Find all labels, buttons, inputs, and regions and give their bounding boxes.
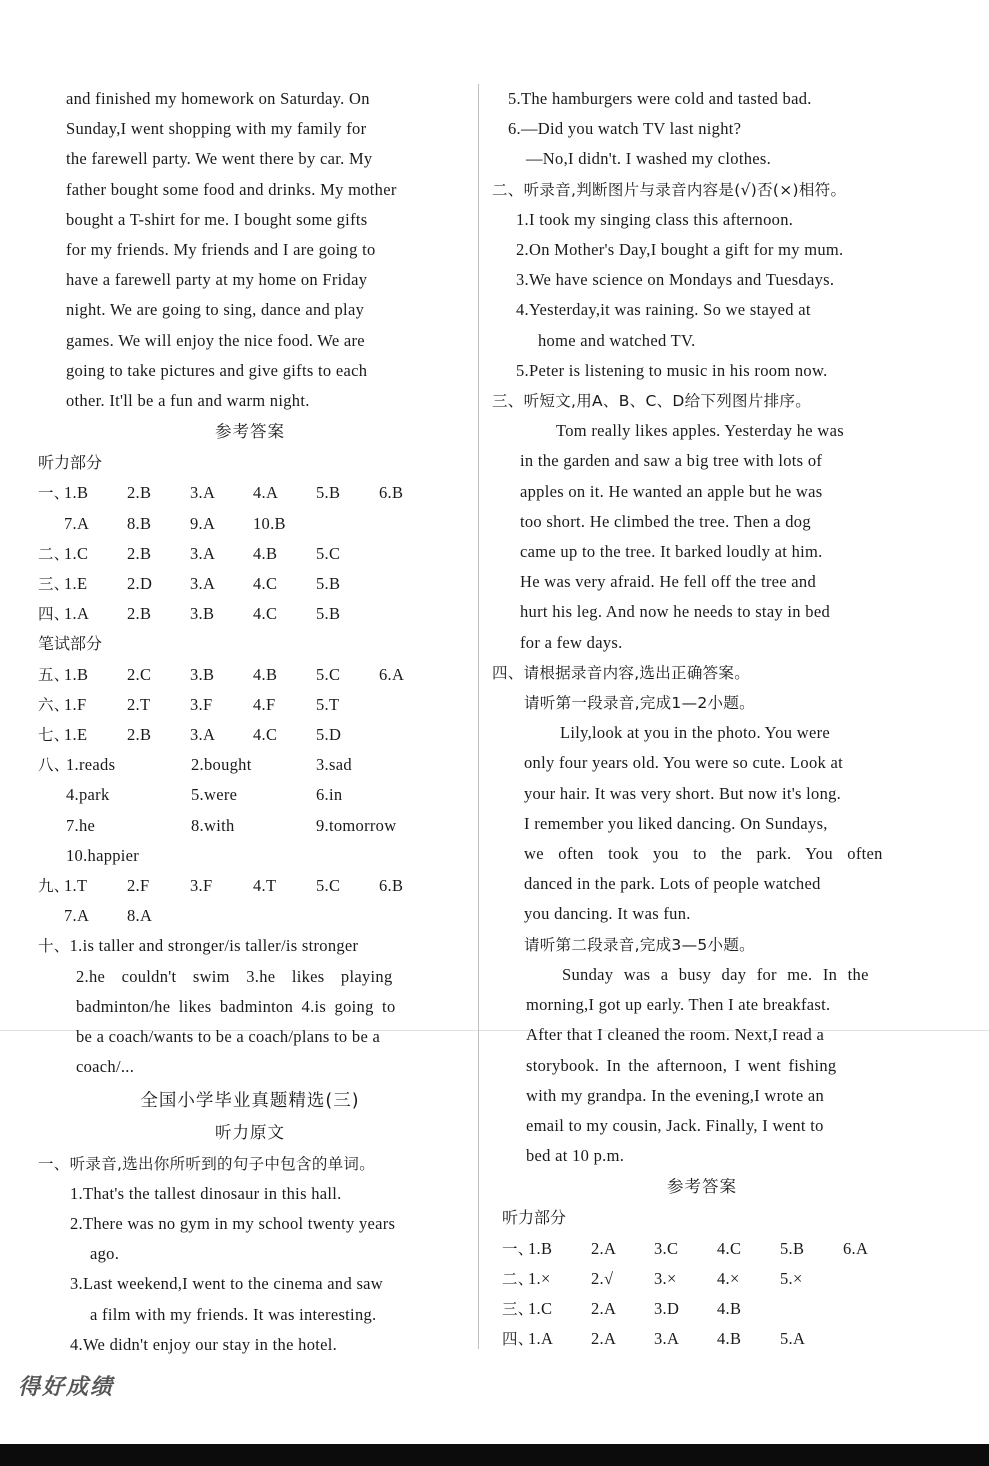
answer-item: 4.C [253,574,278,594]
answer-row [502,1294,912,1324]
section-10-answers [38,931,462,1082]
answer-line: 2.he couldn't swim 3.he likes playing [76,966,393,986]
passage-line: Sunday,I went shopping with my family for [66,119,367,139]
part2-heading: 二、听录音,判断图片与录音内容是(√)否(×)相符。 [492,180,847,199]
part2-item: 1.I took my singing class this afternoon. [516,209,794,229]
answer-item: 4.B [717,1298,742,1318]
answer-row [38,750,462,780]
passage-line: bought a T-shirt for me. I bought some gifts [66,209,368,229]
passage-line: apples on it. He wanted an apple but he was [520,481,823,501]
part1-item: —No,I didn't. I washed my clothes. [526,149,772,169]
passage-line: came up to the tree. It barked loudly at him. [520,542,823,562]
answer-item: 8.A [127,906,153,926]
answer-item: 4.A [253,483,279,503]
answer-item: 6.A [379,664,405,684]
part3-passage [492,416,912,658]
passage [38,84,462,416]
answer-item: 2.D [127,574,153,594]
answer-item: 3.A [190,483,216,503]
answer-item: 8.B [127,513,152,533]
section-prefix [38,780,66,810]
passage-line: Sunday was a busy day for me. In the [562,964,869,984]
section-9-answers [38,871,462,931]
answer-item: 1.× [528,1268,551,1288]
answer-row [38,509,462,539]
answer-row [38,901,462,931]
answer-row [38,690,462,720]
part2-item: home and watched TV. [538,330,696,350]
part4-heading: 四、请根据录音内容,选出正确答案。 [492,663,751,682]
answer-item: 4.T [253,876,277,896]
passage-line: danced in the park. Lots of people watched [524,874,821,894]
answer-item: 3.A [190,543,216,563]
answer-item: 5.C [316,876,341,896]
section-prefix: 七、 [38,726,70,745]
passage-line: games. We will enjoy the nice food. We are [66,330,365,350]
passage-line: Tom really likes apples. Yesterday he was [556,421,844,441]
answer-row [38,871,462,901]
exam-title: 全国小学毕业真题精选(三) [140,1090,360,1111]
listening-answers [492,1234,912,1355]
passage-line: hurt his leg. And now he needs to stay in bed [520,602,830,622]
listening-label: 听力部分 [502,1208,567,1228]
answer-item: 3.F [190,876,213,896]
answer-item: 5.A [780,1329,806,1349]
section-prefix [38,811,66,841]
answer-item: 4.B [717,1329,742,1349]
part4-intro-2: 请听第二段录音,完成3—5小题。 [524,935,755,954]
answer-item: 5.B [316,483,341,503]
part1-item: 4.We didn't enjoy our stay in the hotel. [70,1334,338,1354]
answer-row [38,660,462,690]
answer-item: 3.× [654,1268,677,1288]
passage-line: for a few days. [520,632,623,652]
part3-heading: 三、听短文,用A、B、C、D给下列图片排序。 [492,392,812,411]
passage-line: the farewell party. We went there by car. My [66,149,373,169]
listening-text-title: 听力原文 [215,1122,285,1142]
answer-item: 5.B [316,604,341,624]
answer-row [502,1324,912,1354]
answer-item: 6.A [843,1238,869,1258]
answer-line: 1.is taller and stronger/is taller/is stronger [69,936,359,956]
part1-item: 6.—Did you watch TV last night? [508,119,742,139]
passage-line: too short. He climbed the tree. Then a dog [520,511,811,531]
section-prefix: 三、 [38,575,70,594]
passage-line: and finished my homework on Saturday. On [66,89,370,108]
publisher-logo: 得好成绩 [18,1374,115,1400]
answer-item: 9.tomorrow [316,815,397,835]
answer-item: 2.B [127,725,152,745]
answer-item: 5.C [316,664,341,684]
part1-item: 2.There was no gym in my school twenty years [70,1213,396,1233]
passage-line: with my grandpa. In the evening,I wrote an [526,1085,825,1105]
part2-item: 5.Peter is listening to music in his room now. [516,360,828,380]
answer-item: 2.A [591,1329,617,1349]
answer-item: 1.F [64,694,87,714]
written-label: 笔试部分 [38,634,103,654]
answer-item: 3.A [190,574,216,594]
answer-row [502,1264,912,1294]
answer-item: 2.B [127,543,152,563]
answer-item: 2.T [127,694,151,714]
section-prefix: 九、 [38,877,70,896]
answer-item: 1.A [528,1329,554,1349]
answers-title: 参考答案 [667,1177,737,1197]
answer-item: 2.√ [591,1268,614,1288]
answer-item: 5.were [191,785,238,805]
left-column [38,84,462,1360]
section-prefix: 八、 [38,756,70,775]
answer-line: badminton/he likes badminton 4.is going to [76,996,396,1016]
answer-item: 1.B [64,664,89,684]
part4-passage-2 [492,960,912,1171]
answer-item: 1.A [64,604,90,624]
passage-line: morning,I got up early. Then I ate breakfast. [526,995,831,1015]
answer-item: 4.C [717,1238,742,1258]
answer-item: 3.F [190,694,213,714]
answer-item: 6.B [379,876,404,896]
answer-item: 10.B [253,513,286,533]
scan-edge [0,1444,989,1466]
answer-item: 1.B [528,1238,553,1258]
answer-item: 3.C [654,1238,679,1258]
answer-item: 1.C [528,1298,553,1318]
passage-line: we often took you to the park. You often [524,844,883,864]
written-answers [38,660,462,751]
answer-row [38,720,462,750]
answer-item: 1.T [64,876,88,896]
answer-row [38,599,462,629]
answer-row [38,780,462,810]
answer-item: 2.A [591,1238,617,1258]
answer-item: 2.B [127,604,152,624]
passage-line: father bought some food and drinks. My mother [66,179,397,199]
right-column [492,84,912,1354]
passage-line: only four years old. You were so cute. Look at [524,753,843,773]
section-prefix [38,901,64,931]
answer-row [38,539,462,569]
passage-line: you dancing. It was fun. [524,904,691,924]
answer-item: 1.B [64,483,89,503]
section-prefix: 二、 [38,544,70,563]
answer-item: 4.park [66,785,110,805]
answer-item: 2.B [127,483,152,503]
answer-item: 1.C [64,543,89,563]
answer-item: 4.C [253,604,278,624]
answer-row [38,569,462,599]
part1-heading: 一、听录音,选出你所听到的句子中包含的单词。 [38,1154,376,1173]
part1-item: 3.Last weekend,I went to the cinema and saw [70,1274,384,1294]
answer-item: 3.sad [316,755,352,775]
answer-row [38,478,462,508]
passage-line: have a farewell party at my home on Friday [66,270,368,290]
passage-line: He was very afraid. He fell off the tree and [520,572,817,592]
answer-item: 1.E [64,574,88,594]
section-prefix: 二、 [502,1269,534,1288]
answer-item: 10.happier [66,845,140,865]
answer-item: 6.in [316,785,343,805]
answer-item: 2.C [127,664,152,684]
answer-item: 4.C [253,725,278,745]
answer-item: 5.D [316,725,342,745]
part2-item: 3.We have science on Mondays and Tuesdays. [516,270,835,290]
part2-item: 2.On Mother's Day,I bought a gift for my mum. [516,240,844,260]
answer-item: 2.F [127,876,150,896]
answer-line: be a coach/wants to be a coach/plans to be a [76,1027,381,1047]
listening-answers [38,478,462,629]
answer-item: 6.B [379,483,404,503]
part4-intro-1: 请听第一段录音,完成1—2小题。 [524,694,755,713]
section-prefix: 三、 [502,1299,534,1318]
answer-item: 7.he [66,815,96,835]
passage-line: Lily,look at you in the photo. You were [560,723,831,743]
section-prefix: 一、 [38,484,70,503]
passage-line: going to take pictures and give gifts to each [66,360,368,380]
answer-item: 3.A [654,1329,680,1349]
answer-row [502,1234,912,1264]
passage-line: night. We are going to sing, dance and play [66,300,365,320]
answer-item: 4.× [717,1268,740,1288]
answer-item: 1.reads [66,755,116,775]
passage-line: After that I cleaned the room. Next,I read a [526,1025,825,1045]
section-prefix [38,841,66,871]
passage-line: email to my cousin, Jack. Finally, I went to [526,1115,824,1135]
section-prefix: 六、 [38,695,70,714]
part1-item: ago. [90,1244,120,1264]
section-8-answers [38,750,462,871]
answer-item: 3.A [190,725,216,745]
answer-item: 5.T [316,694,340,714]
part4-passage-1 [492,718,912,929]
answer-item: 5.B [780,1238,805,1258]
passage-line: other. It'll be a fun and warm night. [66,391,310,411]
answer-item: 3.D [654,1298,680,1318]
section-prefix: 五、 [38,665,70,684]
section-prefix: 十、 [38,937,70,956]
answer-item: 1.E [64,725,88,745]
answer-line: coach/... [76,1057,135,1077]
part1-item: 1.That's the tallest dinosaur in this hall. [70,1183,342,1203]
part1-item: a film with my friends. It was interesting. [90,1304,377,1324]
section-prefix: 一、 [502,1239,534,1258]
passage-line: in the garden and saw a big tree with lots of [520,451,823,471]
answer-item: 7.A [64,513,90,533]
section-prefix: 四、 [38,605,70,624]
passage-line: your hair. It was very short. But now it's long. [524,783,842,803]
answer-item: 2.A [591,1298,617,1318]
answer-item: 3.B [190,604,215,624]
listening-label: 听力部分 [38,453,103,473]
part1-item: 5.The hamburgers were cold and tasted bad. [508,89,812,108]
answer-row [38,811,462,841]
answer-item: 8.with [191,815,235,835]
part2-item: 4.Yesterday,it was raining. So we stayed at [516,300,811,320]
answer-item: 5.× [780,1268,803,1288]
answer-item: 5.B [316,574,341,594]
section-prefix: 四、 [502,1330,534,1349]
answer-row [38,841,462,871]
answers-title: 参考答案 [215,422,285,442]
answer-item: 4.B [253,664,278,684]
passage-line: I remember you liked dancing. On Sundays, [524,813,828,833]
answer-item: 2.bought [191,755,252,775]
passage-line: bed at 10 p.m. [526,1146,625,1166]
answer-item: 7.A [64,906,90,926]
column-divider [478,84,479,1349]
passage-line: storybook. In the afternoon, I went fishing [526,1055,837,1075]
answer-item: 4.B [253,543,278,563]
section-prefix [38,509,64,539]
answer-item: 3.B [190,664,215,684]
answer-item: 5.C [316,543,341,563]
answer-item: 4.F [253,694,276,714]
answer-item: 9.A [190,513,216,533]
passage-line: for my friends. My friends and I are going to [66,240,376,260]
